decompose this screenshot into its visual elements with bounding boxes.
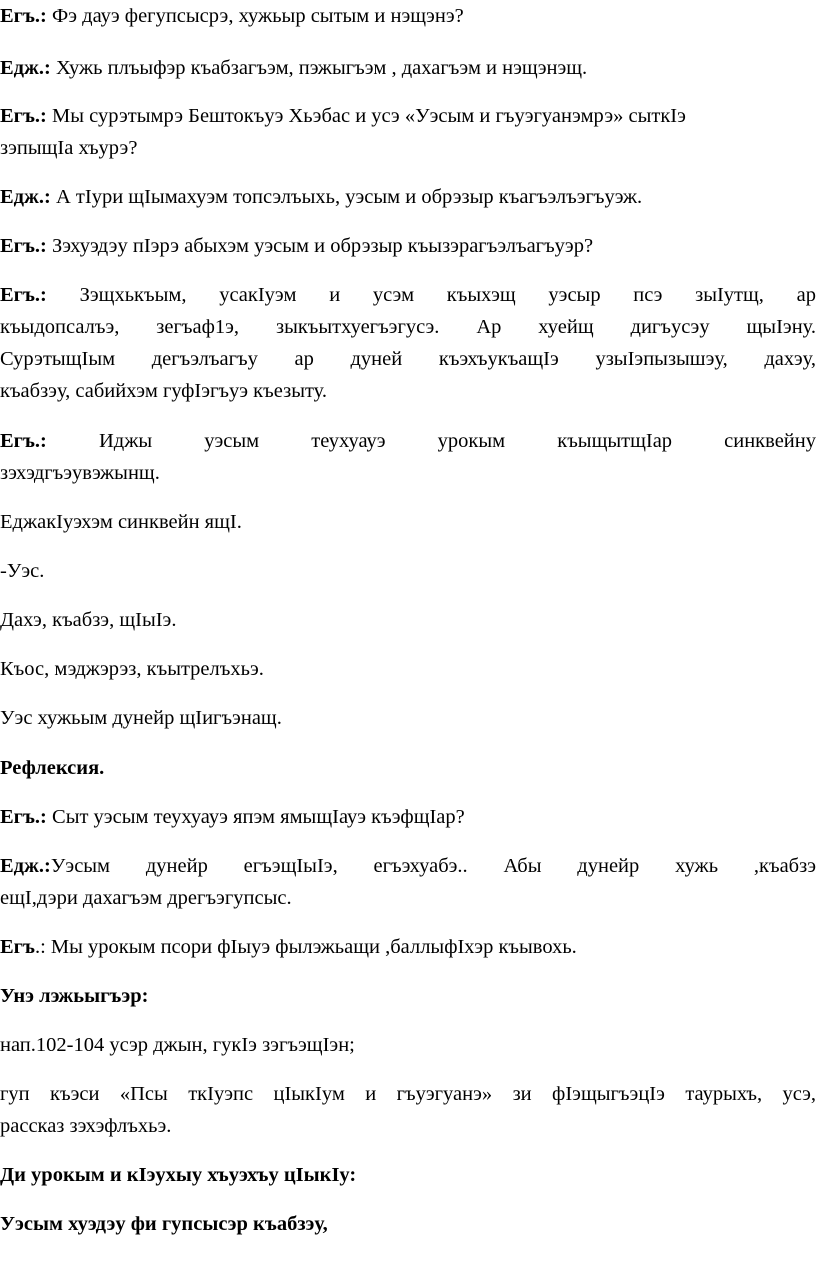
line-continuation: рассказ зэхэфлъхьэ. (0, 1115, 172, 1137)
paragraph: нап.102-104 усэр джын, гукIэ зэгъэщIэн; (0, 1034, 355, 1056)
line-text: Мы сурэтымрэ Бештокъуэ Хьэбас и усэ «Уэсым и гъуэгуанэмрэ» сыткIэ (46, 105, 686, 127)
section-heading: Ди урокым и кIэухыу хъуэхъу цIыкIу: (0, 1164, 357, 1186)
section-heading: Рефлексия. (0, 757, 105, 779)
speaker-label: Едж.: (0, 57, 51, 79)
speaker-label: Егъ.: (0, 430, 47, 452)
line-continuation: ещI,дэри дахагъэм дрегъэгупсыс. (0, 887, 292, 909)
paragraph: гуп къэси «Псы ткIуэпс цIыкIум и гъуэгуанэ» зи фIэщыгъэцIэ таурыхъ, усэ, (0, 1083, 816, 1105)
speaker-label: Егъ.: (0, 284, 47, 306)
section-heading: Унэ лэжьыгъэр: (0, 985, 149, 1007)
paragraph: Дахэ, къабзэ, щIыIэ. (0, 609, 177, 631)
line-continuation: къыдопсалъэ, зегъаф1э, зыкъытхуегъэгусэ. Ар хуейщ дигъусэу щыIэну. (0, 316, 816, 338)
speaker-label: Егъ.: (0, 806, 47, 828)
section-heading: Уэсым хуэдэу фи гупсысэр къабзэу, (0, 1213, 328, 1235)
line-continuation: къабзэу, сабийхэм гуфIэгъуэ къезыту. (0, 380, 327, 402)
paragraph: Къос, мэджэрэз, къытрелъхьэ. (0, 658, 264, 680)
dialogue-line (0, 425, 816, 457)
line-text: Иджы уэсым теухуауэ урокым къыщытщIар синквейну (46, 430, 816, 452)
line-continuation: зэпыщIа хъурэ? (0, 137, 138, 159)
dialogue-line (0, 100, 816, 132)
speaker-label: Егъ.: (0, 5, 47, 27)
speaker-label: Едж.: (0, 855, 51, 877)
line-text: Уэсым дунейр егъэщIыIэ, егъэхуабэ.. Абы дунейр хужь ,къабзэ (50, 855, 816, 877)
dialogue-line (0, 801, 816, 833)
speaker-label: Егъ (0, 936, 35, 958)
speaker-label: Едж.: (0, 186, 51, 208)
line-continuation: СурэтыщIым дегъэлъагъу ар дуней къэхъукъащIэ узыIэпызышэу, дахэу, (0, 348, 816, 370)
line-continuation: зэхэдгъэувэжынщ. (0, 462, 160, 484)
line-text: Зэхуэдэу пIэрэ абыхэм уэсым и обрэзыр къызэрагъэлъагъуэр? (46, 235, 594, 257)
dialogue-line (0, 0, 816, 32)
speaker-label: Егъ.: (0, 105, 47, 127)
paragraph: -Уэс. (0, 560, 45, 582)
line-text: Зэщхькъым, усакIуэм и усэм къыхэщ уэсыр псэ зыIутщ, ар (46, 284, 816, 306)
line-text: А тIури щIымахуэм топсэлъыхь, уэсым и обрэзыр къагъэлъэгъуэж. (50, 186, 643, 208)
dialogue-line (0, 850, 816, 882)
dialogue-line (0, 181, 816, 213)
paragraph: ЕджакIуэхэм синквейн ящI. (0, 511, 242, 533)
dialogue-line (0, 52, 816, 84)
line-text: Хужь плъыфэр къабзагъэм, пэжыгъэм , дахагъэм и нэщэнэщ. (50, 57, 588, 79)
speaker-label: Егъ.: (0, 235, 47, 257)
dialogue-line (0, 279, 816, 311)
paragraph: Уэс хужьым дунейр щIигъэнащ. (0, 707, 282, 729)
line-text: Сыт уэсым теухуауэ япэм ямыщIауэ къэфщIар? (46, 806, 465, 828)
line-text: Фэ дауэ фегупсысрэ, хужьыр сытым и нэщэнэ? (46, 5, 464, 27)
dialogue-line (0, 230, 816, 262)
dialogue-line (0, 931, 816, 963)
line-text: .: Мы урокым псори фIыуэ фылэжьащи ,баллыфIхэр къывохь. (34, 936, 577, 958)
